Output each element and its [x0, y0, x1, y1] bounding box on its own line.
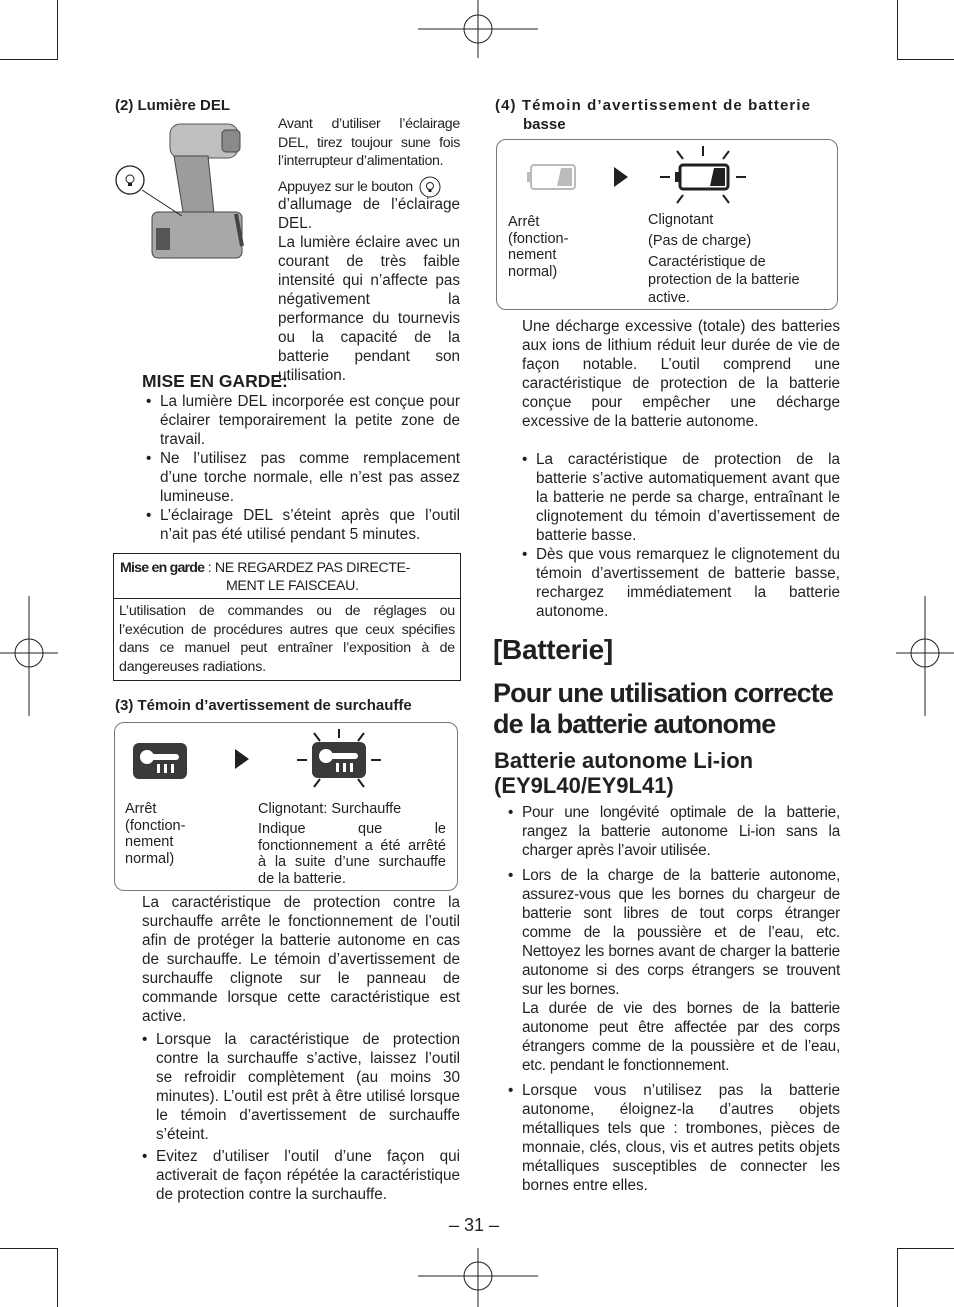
- heading-usage: [493, 678, 853, 740]
- registration-mark-icon: [418, 1248, 538, 1307]
- crop-mark: [897, 59, 954, 60]
- list-item: • La lumière DEL incorporée est conçue pour éclairer temporairement la petite zone de travail.: [146, 392, 460, 449]
- heading-liion-line2: (EY9L40/EY9L41): [494, 773, 674, 798]
- crop-mark: [897, 1248, 898, 1307]
- battery-icon: [527, 164, 577, 190]
- section-4-title-line1: (4) Témoin d’avertissement de batterie: [495, 97, 812, 114]
- battery-icon: [660, 146, 746, 208]
- sec3-paragraph: La caractéristique de protection contre la surchauffe arrête le fonctionnement de l’outil afin de protéger la batterie autonome en cas de surchauffe. Le témoin d’avertissement de surchauffe clignote sur le panneau de commande lorsque cette caractéristique est active.: [142, 894, 460, 1025]
- low-battery-indicator-box: [496, 139, 838, 310]
- list-item: • Lorsque la caractéristique de protection contre la surchauffe s’active, laissez l’outil se refroidir complètement (au moins 30 minutes). L’outil est prêt à être utilisé lorsque le témoin d’avertissement de surchauffe s’éteint.: [142, 1030, 460, 1144]
- crop-mark: [57, 1248, 58, 1307]
- heading-liion-line1: Batterie autonome Li-ion: [494, 748, 754, 773]
- sec4-list: [522, 450, 840, 621]
- power-drill-illustration: [112, 118, 250, 266]
- sec4-off-label: Arrêt (fonction-nement normal): [508, 214, 569, 280]
- heading-batterie: [Batterie]: [493, 634, 613, 665]
- sec3-blink-label: Clignotant: Surchauffe: [258, 801, 402, 817]
- warning-header: [120, 559, 456, 595]
- section-4-title: [495, 96, 840, 134]
- list-item: • L’éclairage DEL s’éteint après que l’outil n’ait pas été utilisé pendant 5 minutes.: [146, 506, 460, 544]
- warning-label: Mise en garde: [120, 560, 205, 576]
- sec3-off-label: Arrêt (fonction-nement normal): [125, 801, 186, 867]
- sec4-nocharge-label: (Pas de charge): [648, 233, 752, 249]
- list-item: • Evitez d’utiliser l’outil d’une façon qui activerait de façon répétée la caractéristique de protection contre la surchauffe.: [142, 1147, 460, 1204]
- heading-liion: [494, 748, 839, 798]
- crop-mark: [57, 0, 58, 60]
- caution-list: [146, 392, 460, 544]
- page-number: – 31 –: [449, 1215, 500, 1235]
- section-3-title: (3) Témoin d’avertissement de surchauffe: [115, 697, 412, 714]
- thermometer-icon: [133, 743, 187, 779]
- sec2-press: Appuyez sur le bouton: [278, 179, 413, 196]
- warning-divider: [114, 598, 460, 599]
- sec4-blink-label: Clignotant: [648, 212, 714, 228]
- warning-head: : NE REGARDEZ PAS DIRECTE-: [207, 560, 410, 576]
- overheat-indicator-box: [114, 722, 458, 891]
- list-item: • Dès que vous remarquez le clignotement du témoin d’avertissement de batterie basse, rechargez immédiatement la batterie autonome.: [522, 545, 840, 621]
- registration-mark-icon: [896, 596, 954, 716]
- arrow-right-icon: [235, 749, 249, 769]
- led-bulb-icon: [121, 171, 139, 189]
- sec3-blink-desc: Indique que le fonctionnement a été arrêté à la suite d’une surchauffe de la batterie.: [258, 821, 446, 887]
- sec2-press2: d’allumage de l’éclairage DEL.: [278, 196, 460, 232]
- list-item: • Lorsque vous n’utilisez pas la batterie autonome, éloignez-la d’autres objets métalliques tels que : trombones, pièces de monnaie, clés, clous, vis et autres petits objets métalliques susceptibles de connecter les bornes entre elles.: [508, 1081, 840, 1195]
- sec2-light: La lumière éclaire avec un courant de très faible intensité qui n’affecte pas négativement la performance du tournevis ou la capacité de la batterie pendant son utilisation.: [278, 234, 460, 384]
- caution-title: MISE EN GARDE:: [142, 371, 288, 391]
- crop-mark: [0, 59, 58, 60]
- heading-usage-line2: de la batterie autonome: [493, 709, 776, 739]
- battery-item2b: La durée de vie des bornes de la batterie autonome peut être affectée par des corps étrangers comme de la poussière et de l’eau, etc. pendant le fonctionnement.: [522, 1000, 840, 1074]
- sec4-feature-label: Caractéristique de protection de la batterie active.: [648, 254, 800, 306]
- crop-mark: [897, 0, 898, 60]
- warning-body: L’utilisation de commandes ou de réglages ou l’exécution de procédures autres que ceux spécifies dans ce manuel peut entraîner l’exposition à de dangereuses radiations.: [119, 603, 455, 675]
- list-item: • Ne l’utilisez pas comme remplacement d’une torche normale, elle n’est pas assez lumineuse.: [146, 449, 460, 506]
- thermometer-icon: [297, 729, 381, 791]
- warning-box: [113, 553, 461, 681]
- sec2-intro: Avant d’utiliser l’éclairage DEL, tirez toujour sune fois l’interrupteur d’alimentation.: [278, 116, 460, 169]
- registration-mark-icon: [418, 0, 538, 60]
- list-item: • Pour une longévité optimale de la batterie, rangez la batterie autonome Li-ion sans la charger après l’avoir utilisée.: [508, 803, 840, 860]
- crop-mark: [897, 1248, 954, 1249]
- list-item: • Lors de la charge de la batterie autonome, assurez-vous que les bornes du chargeur de batterie sont libres de tout corps étranger comme de la poussière et de l’eau, etc. Nettoyez les bornes avant de charger la batterie autonome si des corps étrangers se trouvent sur les bornes.: [508, 866, 840, 999]
- list-item: • La caractéristique de protection de la batterie s’active automatiquement avant que la batterie ne perde sa charge, entraînant le clignotement du témoin d’avertissement de batterie basse.: [522, 450, 840, 545]
- section-2-title: (2) Lumière DEL: [115, 97, 231, 114]
- sec3-list: [142, 1030, 460, 1204]
- section-4-title-line2: basse: [523, 116, 566, 133]
- heading-usage-line1: Pour une utilisation correcte: [493, 678, 833, 708]
- registration-mark-icon: [0, 596, 58, 716]
- sec4-paragraph: Une décharge excessive (totale) des batteries aux ions de lithium réduit leur durée de vie de façon notable. L’outil comprend une caractéristique de protection de la batterie conçue pour empêcher une décharge excessive de la batterie autonome.: [522, 318, 840, 430]
- battery-list: [508, 803, 840, 1195]
- arrow-right-icon: [614, 167, 628, 187]
- warning-head2: MENT LE FAISCEAU.: [226, 578, 359, 594]
- crop-mark: [0, 1248, 58, 1249]
